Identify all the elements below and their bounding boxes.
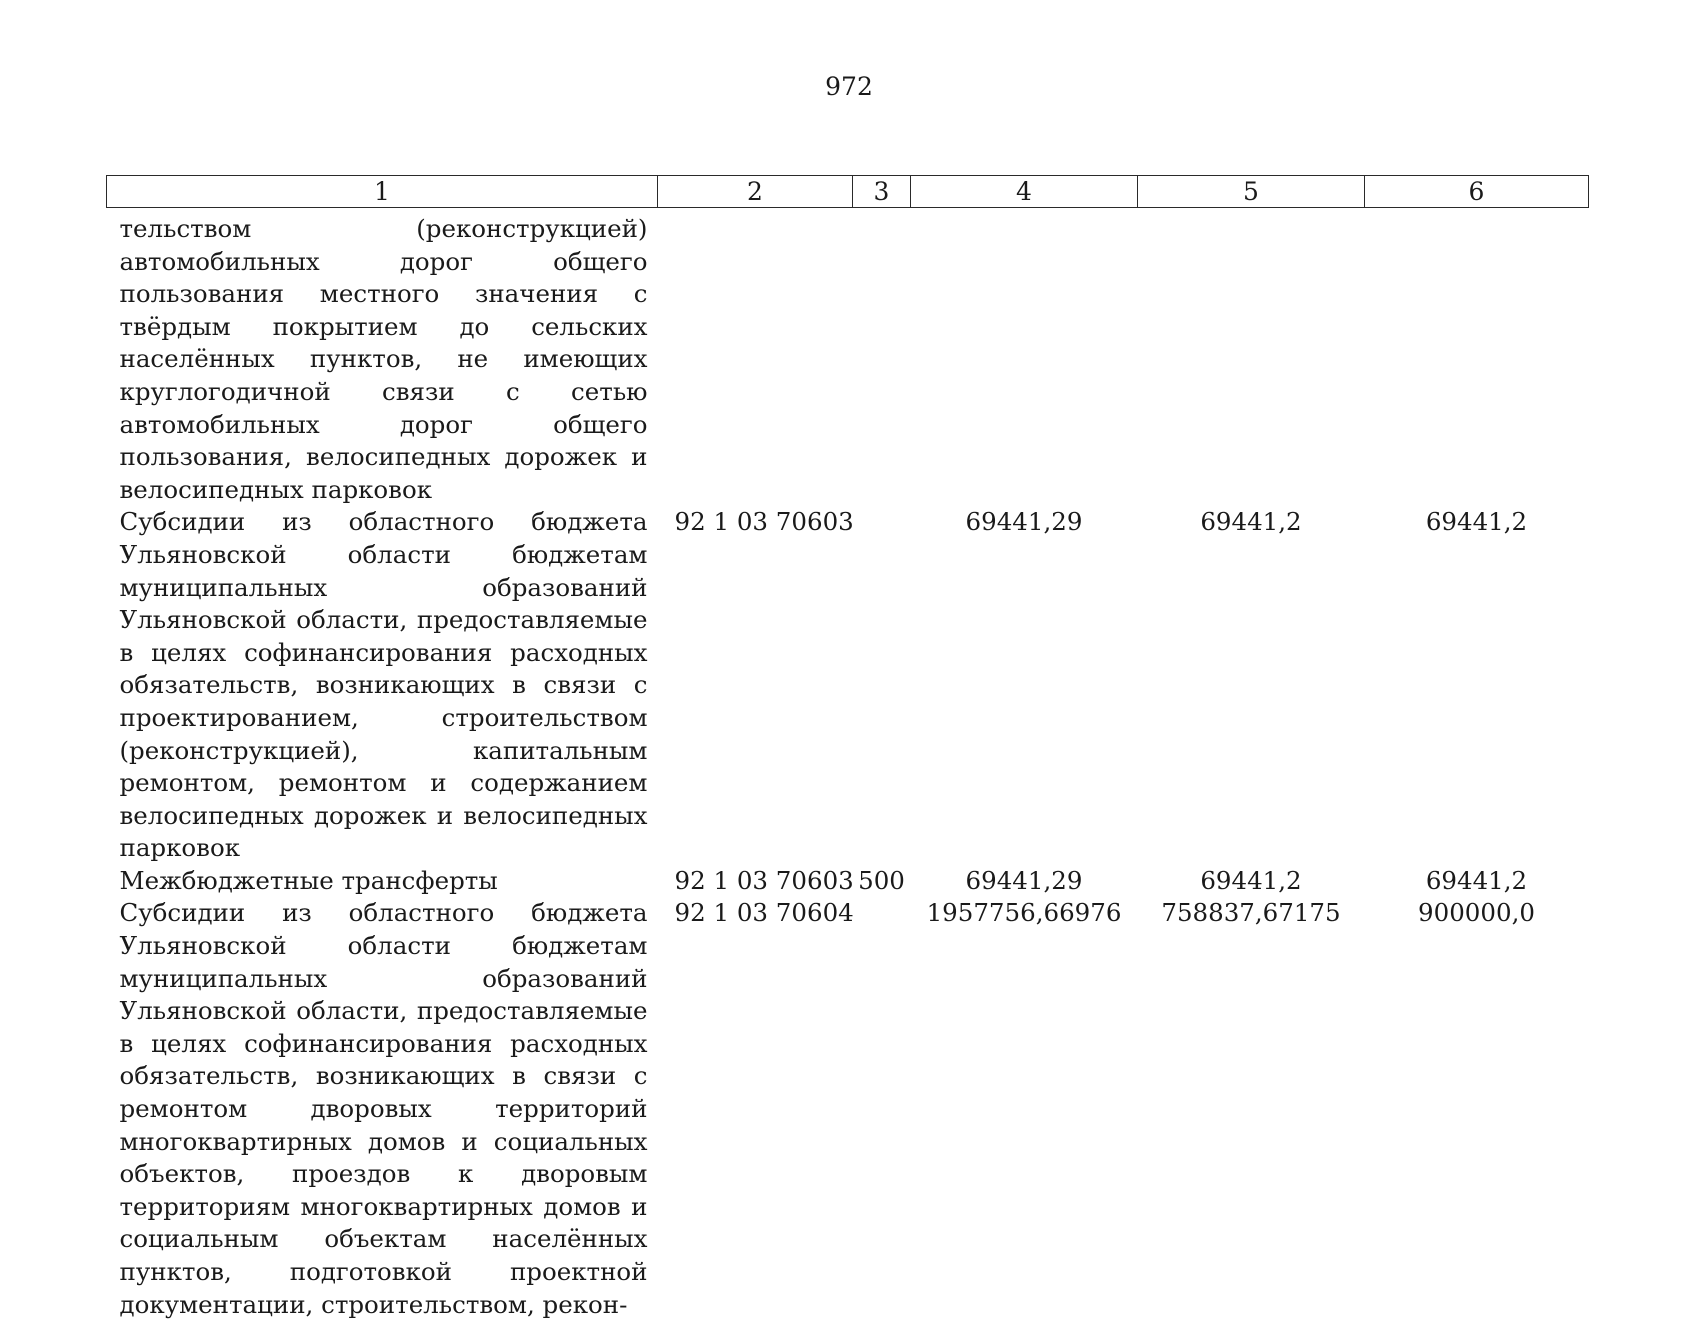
column-header-3: 3	[853, 176, 911, 208]
row-value-5: 758837,67175	[1138, 897, 1365, 1321]
row-code: 92 1 03 70603	[658, 506, 853, 865]
row-value-5: 69441,2	[1138, 506, 1365, 865]
row-value-6	[1365, 208, 1589, 507]
column-header-1: 1	[107, 176, 658, 208]
row-value-4: 69441,29	[911, 865, 1138, 898]
row-code: 92 1 03 70603	[658, 865, 853, 898]
header-row	[107, 176, 1589, 208]
row-description: Субсидии из областного бюджета Ульяновской области бюджетам муниципальных образований Ульяновской области, предоставляемые в целях софинансирования расходных обязательств, возникающих в связи с проектированием, строительством (реконструкцией), капитальным ремонтом, ремонтом и содержанием велосипедных дорожек и велосипедных парковок	[107, 506, 658, 865]
column-header-4: 4	[911, 176, 1138, 208]
row-code	[658, 208, 853, 507]
table-header	[107, 176, 1589, 208]
row-code: 92 1 03 70604	[658, 897, 853, 1321]
table-row	[107, 506, 1589, 865]
row-value-4	[911, 208, 1138, 507]
budget-table	[106, 175, 1589, 1321]
row-expense-type	[853, 506, 911, 865]
row-description: Субсидии из областного бюджета Ульяновской области бюджетам муниципальных образований Ульяновской области, предоставляемые в целях софинансирования расходных обязательств, возникающих в связи с ремонтом дворовых территорий многоквартирных домов и социальных объектов, проездов к дворовым территориям многоквартирных домов и социальным объектам населённых пунктов, подготовкой проектной документации, строительством, рекон-	[107, 897, 658, 1321]
table-row	[107, 208, 1589, 507]
row-expense-type	[853, 897, 911, 1321]
row-value-6: 69441,2	[1365, 865, 1589, 898]
row-description: тельством (реконструкцией) автомобильных дорог общего пользования местного значения с твёрдым покрытием до сельских населённых пунктов, не имеющих круглогодичной связи с сетью автомобильных дорог общего пользования, велосипедных дорожек и велосипедных парковок	[107, 208, 658, 507]
row-expense-type	[853, 208, 911, 507]
row-description: Межбюджетные трансферты	[107, 865, 658, 898]
column-header-5: 5	[1138, 176, 1365, 208]
table-body	[107, 208, 1589, 1321]
row-value-6: 900000,0	[1365, 897, 1589, 1321]
column-header-2: 2	[658, 176, 853, 208]
row-value-6: 69441,2	[1365, 506, 1589, 865]
table-row	[107, 897, 1589, 1321]
row-value-4: 69441,29	[911, 506, 1138, 865]
row-value-5: 69441,2	[1138, 865, 1365, 898]
table-row	[107, 865, 1589, 898]
page-number: 972	[0, 74, 1698, 99]
row-value-4: 1957756,66976	[911, 897, 1138, 1321]
column-header-6: 6	[1365, 176, 1589, 208]
row-expense-type: 500	[853, 865, 911, 898]
row-value-5	[1138, 208, 1365, 507]
